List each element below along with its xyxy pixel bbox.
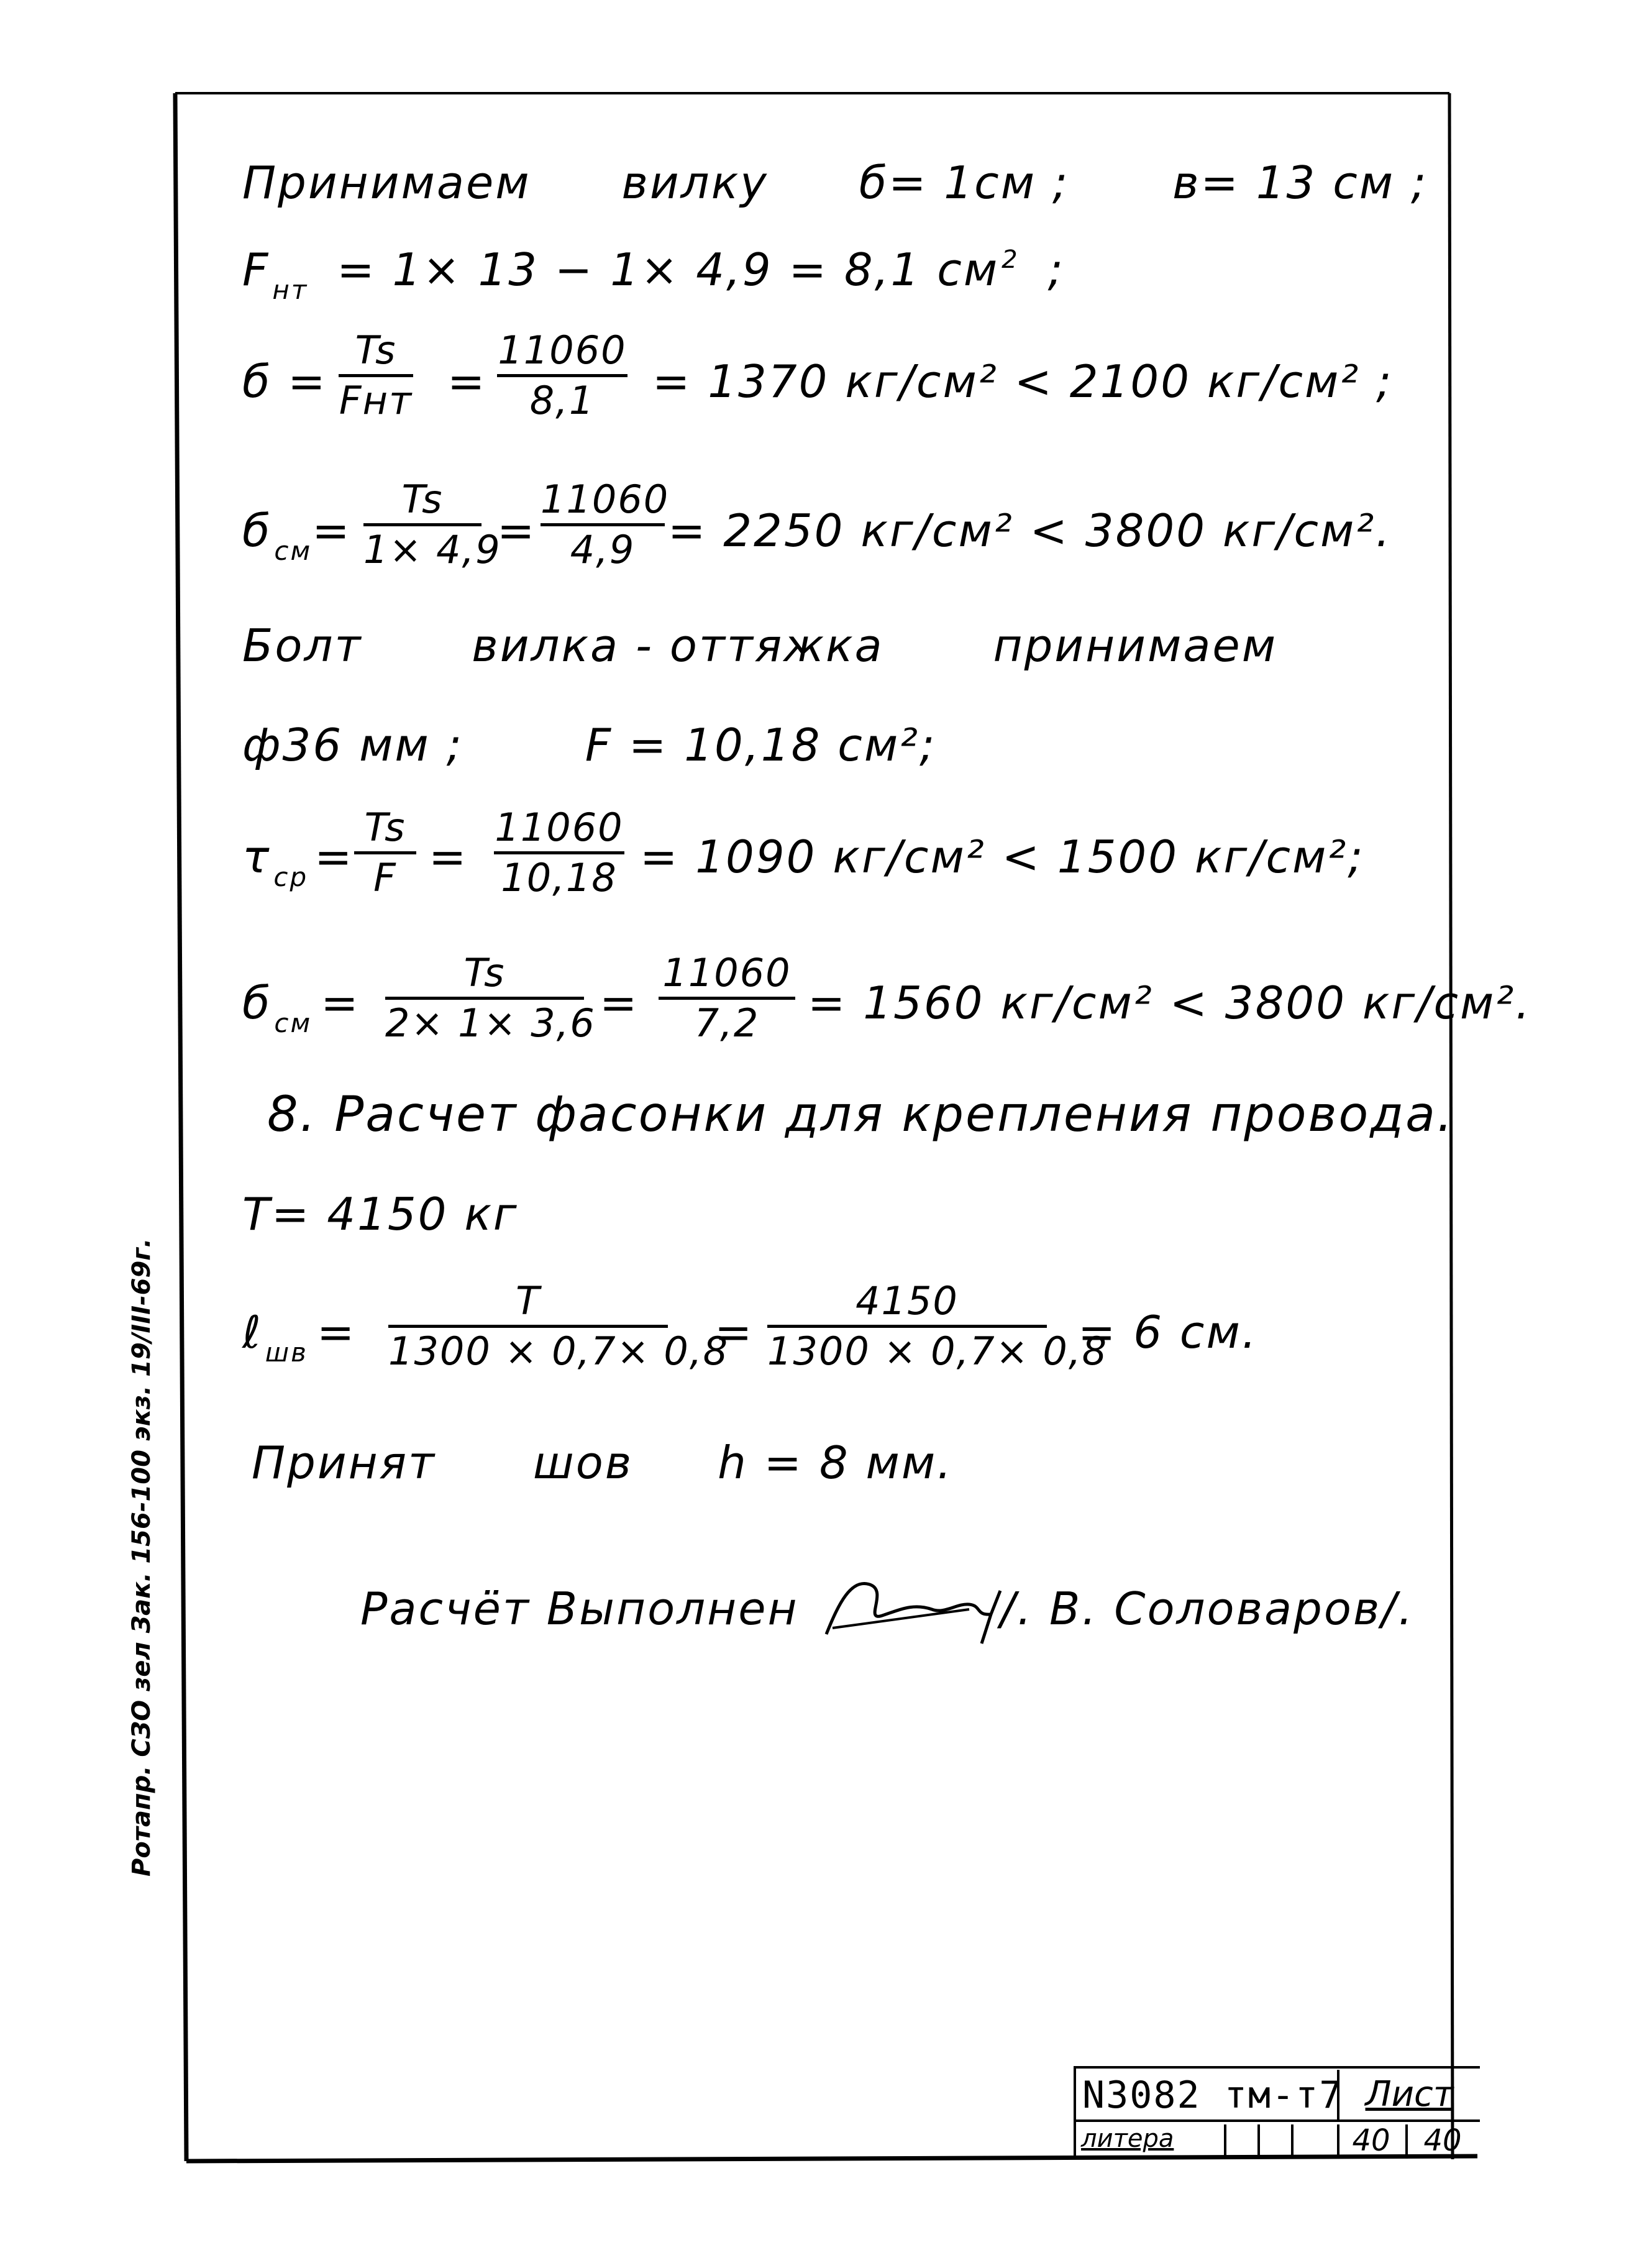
result: = 6 см.	[1078, 1306, 1258, 1358]
result: = 1560 кг/см² < 3800 кг/см².	[808, 977, 1532, 1029]
denominator: 2× 1× 3,6	[385, 1000, 596, 1046]
numerator: Ts	[463, 950, 506, 995]
equals: =	[600, 977, 639, 1029]
liter-label: литера	[1081, 2124, 1174, 2153]
numerator: Ts	[401, 477, 444, 522]
subscript: нт	[272, 275, 309, 305]
text: б	[242, 505, 272, 557]
numerator: 4150	[856, 1278, 959, 1324]
text: h = 8 мм.	[718, 1437, 954, 1489]
numerator: 11060	[541, 477, 670, 522]
subscript: см	[274, 1008, 313, 1038]
fraction	[541, 477, 670, 573]
denominator: 8,1	[529, 378, 595, 424]
line-11-lhs	[242, 1306, 357, 1368]
signer-name: /. В. Соловаров/.	[1000, 1583, 1415, 1635]
sheet-label: Лист	[1337, 2070, 1479, 2119]
text: Болт	[242, 620, 363, 672]
line-5	[242, 620, 1278, 672]
text: = 1× 13 − 1× 4,9 = 8,1 см	[337, 244, 1000, 296]
text: б= 1см ;	[859, 157, 1070, 209]
numerator: 11060	[495, 805, 624, 850]
line-4-lhs	[242, 505, 352, 566]
line-13	[360, 1583, 799, 1635]
text: вилка - оттяжка	[472, 620, 884, 672]
fraction	[388, 1278, 729, 1374]
text: Принимаем	[242, 157, 531, 209]
numerator: 11060	[662, 950, 792, 995]
fraction	[767, 1278, 1108, 1374]
text: ф36 мм ;	[242, 719, 463, 771]
equals: =	[447, 355, 487, 408]
denominator: 1× 4,9	[363, 527, 501, 573]
line-3-lhs	[242, 355, 327, 408]
equals: =	[429, 831, 468, 883]
fraction	[339, 329, 413, 422]
fraction	[354, 807, 416, 899]
result: = 1370 кг/см² < 2100 кг/см² ;	[652, 355, 1394, 408]
sheet-number: 40	[1352, 2123, 1390, 2158]
line-8-lhs	[242, 977, 360, 1038]
numerator: 11060	[498, 327, 627, 373]
fraction	[494, 807, 624, 899]
denominator: 7,2	[694, 1000, 760, 1046]
text: вилку	[621, 157, 769, 209]
line-12	[252, 1437, 954, 1489]
result: = 2250 кг/см² < 3800 кг/см².	[668, 505, 1392, 557]
text: =	[321, 977, 360, 1029]
title-block	[1074, 2066, 1480, 2159]
line-6	[242, 719, 937, 771]
side-note: Ротапр. СЗО зел Зак. 156-100 экз. 19/III-69г.	[127, 1238, 156, 1877]
denominator: 4,9	[570, 527, 636, 573]
sheets-total: 40	[1423, 2123, 1462, 2158]
denominator: 1300 × 0,7× 0,8	[767, 1328, 1108, 1374]
subscript: шв	[265, 1337, 308, 1368]
denominator: 1300 × 0,7× 0,8	[388, 1328, 729, 1374]
text: б	[242, 977, 272, 1029]
text: в= 13 см ;	[1172, 157, 1428, 209]
fraction	[385, 950, 596, 1046]
line-2	[242, 244, 1065, 305]
numerator: T	[516, 1278, 541, 1324]
equals: =	[714, 1306, 754, 1358]
text: =	[316, 1306, 357, 1358]
text: =	[314, 831, 354, 883]
denominator: F	[373, 855, 397, 901]
line-7-lhs	[242, 831, 354, 892]
text: б =	[242, 355, 327, 408]
line-1	[242, 157, 1428, 209]
result: = 1090 кг/см² < 1500 кг/см²;	[640, 831, 1365, 883]
superscript: 2	[1002, 245, 1020, 274]
fraction	[497, 329, 627, 422]
fraction	[363, 477, 501, 573]
subscript: см	[274, 536, 313, 566]
text: τ	[242, 831, 272, 883]
fraction	[659, 952, 795, 1045]
signature	[814, 1566, 1025, 1653]
text: F	[242, 244, 270, 296]
text: Принят	[252, 1437, 436, 1489]
text: принимаем	[993, 620, 1278, 672]
numerator: Ts	[355, 327, 397, 373]
denominator: Fнт	[339, 378, 413, 424]
text: Расчёт Выполнен	[360, 1583, 799, 1635]
text: =	[312, 505, 352, 557]
text: ℓ	[242, 1306, 263, 1358]
numerator: Ts	[364, 805, 406, 850]
line-10: T= 4150 кг	[242, 1188, 519, 1240]
text: шов	[532, 1437, 634, 1489]
text: F = 10,18 см²;	[585, 719, 937, 771]
section-heading: 8. Расчет фасонки для крепления провода.	[267, 1087, 1454, 1143]
equals: =	[497, 505, 537, 557]
text: ;	[1047, 244, 1065, 296]
denominator: 10,18	[501, 855, 618, 901]
drawing-code: N3082 тм-т7	[1082, 2074, 1343, 2117]
subscript: ср	[273, 862, 309, 892]
